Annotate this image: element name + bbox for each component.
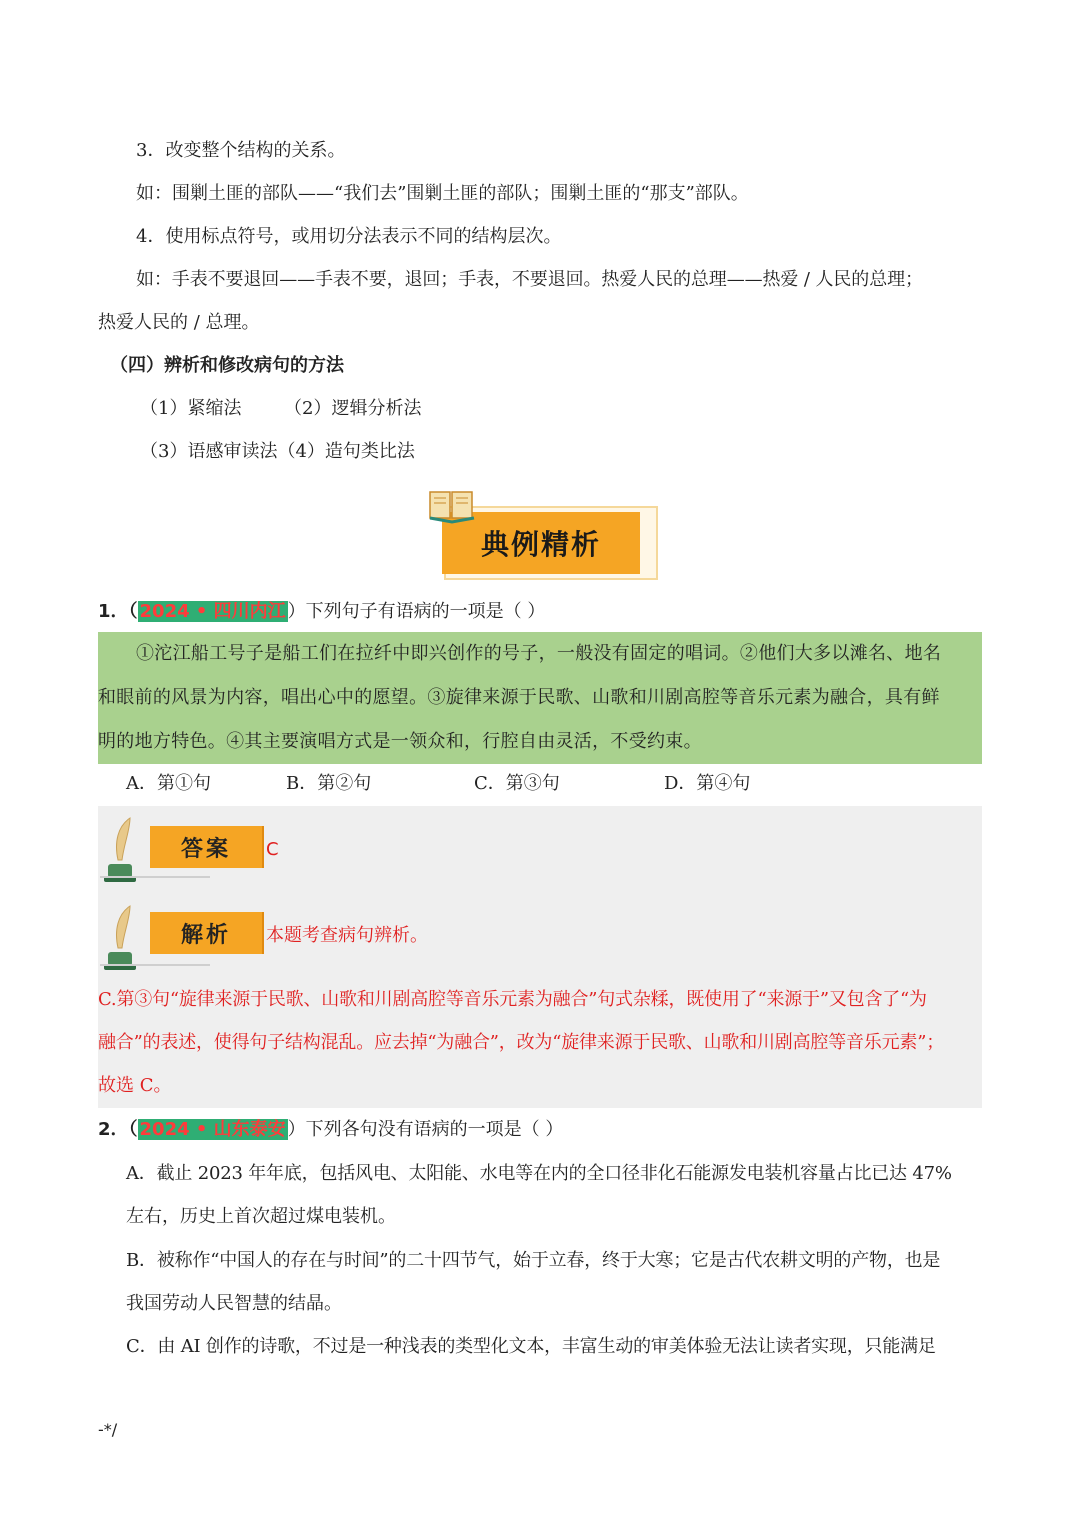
analysis-line-3: 故选 C。 [98, 1075, 172, 1096]
q1-passage-line-1: ①沱江船工号子是船工们在拉纤中即兴创作的号子，一般没有固定的唱词。②他们大多以滩名、地名 [136, 643, 942, 664]
method-2: （2）逻辑分析法 [284, 398, 422, 419]
text-line-2: 如：围剿土匪的部队——“我们去”围剿土匪的部队；围剿土匪的“那支”部队。 [136, 183, 749, 204]
q1-source-tag: 2024 • 四川内江 [139, 601, 286, 622]
analysis-underline [100, 964, 210, 966]
section-heading: （四）辨析和修改病句的方法 [110, 355, 344, 376]
q1-option-d: D．第④句 [664, 773, 751, 794]
text-line-1: 3．改变整个结构的关系。 [136, 140, 346, 161]
answer-value: C [266, 839, 279, 860]
text-line-5: 热爱人民的 / 总理。 [98, 312, 260, 333]
q2-option-c-line-1: C．由 AI 创作的诗歌，不过是一种浅表的类型化文本，丰富生动的审美体验无法让读者实现，只能满足 [126, 1336, 936, 1357]
page-footer: -*/ [98, 1420, 118, 1439]
q2-stem [98, 1118, 563, 1142]
analysis-label: 解析 [150, 912, 264, 954]
section-banner [424, 488, 658, 580]
banner-title: 典例精析 [442, 512, 640, 574]
answer-label: 答案 [150, 826, 264, 868]
q1-number: 1．（ [98, 601, 138, 622]
q2-option-a-line-2: 左右，历史上首次超过煤电装机。 [126, 1206, 396, 1227]
q1-passage-line-3: 明的地方特色。④其主要演唱方式是一领众和，行腔自由灵活，不受约束。 [98, 731, 702, 752]
analysis-intro: 本题考查病句辨析。 [266, 925, 428, 946]
q1-option-a: A．第①句 [126, 773, 211, 794]
q2-source-tag: 2024 • 山东泰安 [139, 1119, 286, 1140]
q2-option-b-line-2: 我国劳动人民智慧的结晶。 [126, 1293, 342, 1314]
q1-passage-line-2: 和眼前的风景为内容，唱出心中的愿望。③旋律来源于民歌、山歌和川剧高腔等音乐元素为融合，具有鲜 [98, 687, 940, 708]
book-icon [428, 488, 476, 524]
analysis-line-2: 融合”的表述，使得句子结构混乱。应去掉“为融合”，改为“旋律来源于民歌、山歌和川剧高腔等音乐元素”； [98, 1032, 945, 1053]
q2-option-a-line-1: A．截止 2023 年年底，包括风电、太阳能、水电等在内的全口径非化石能源发电装机容量占比已达 47% [126, 1163, 952, 1184]
method-1: （1）紧缩法 [140, 398, 242, 419]
q1-question: ）下列句子有语病的一项是（ ） [287, 601, 546, 622]
method-3-4: （3）语感审读法（4）造句类比法 [140, 441, 415, 462]
text-line-4: 如：手表不要退回——手表不要，退回；手表，不要退回。热爱人民的总理——热爱 / 人民的总理； [136, 269, 923, 290]
text-line-3: 4．使用标点符号，或用切分法表示不同的结构层次。 [136, 226, 562, 247]
answer-underline [100, 876, 210, 878]
q1-option-b: B．第②句 [286, 773, 372, 794]
q2-option-b-line-1: B．被称作“中国人的存在与时间”的二十四节气，始于立春，终于大寒；它是古代农耕文明的产物，也是 [126, 1250, 941, 1271]
q1-stem [98, 600, 545, 624]
q2-question: ）下列各句没有语病的一项是（ ） [287, 1119, 564, 1140]
q2-number: 2．（ [98, 1119, 138, 1140]
q1-option-c: C．第③句 [474, 773, 560, 794]
analysis-line-1: C.第③句“旋律来源于民歌、山歌和川剧高腔等音乐元素为融合”句式杂糅，既使用了“来源于”又包含了“为 [98, 989, 927, 1010]
